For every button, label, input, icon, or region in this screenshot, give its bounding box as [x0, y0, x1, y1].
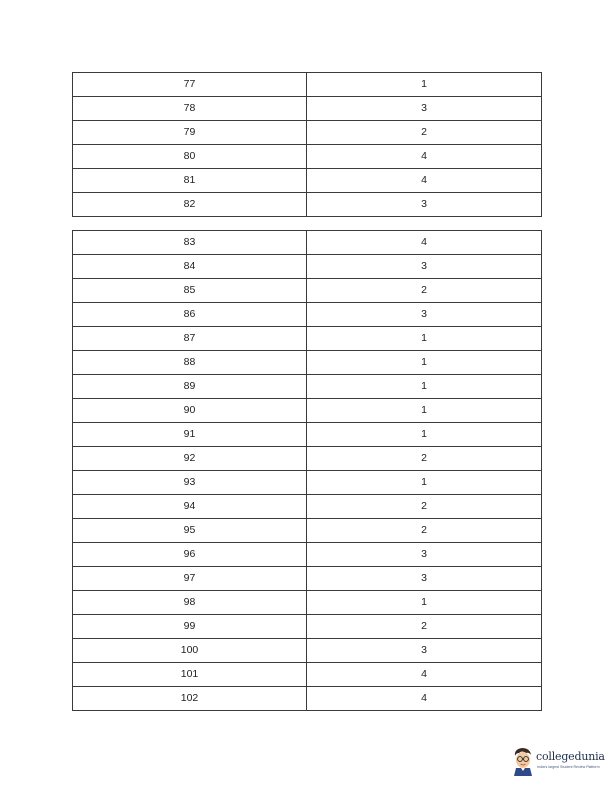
question-number-cell: 83 [73, 231, 307, 255]
table-row [73, 279, 542, 303]
question-number-cell: 87 [73, 327, 307, 351]
table-row [73, 97, 542, 121]
answer-cell: 4 [307, 169, 542, 193]
answer-key-table-1 [72, 72, 542, 217]
answer-cell: 1 [307, 471, 542, 495]
question-number-cell: 92 [73, 447, 307, 471]
question-number-cell: 91 [73, 423, 307, 447]
table-row [73, 351, 542, 375]
table-row [73, 663, 542, 687]
table-row [73, 399, 542, 423]
answer-cell: 2 [307, 615, 542, 639]
answer-cell: 3 [307, 303, 542, 327]
question-number-cell: 98 [73, 591, 307, 615]
question-number-cell: 77 [73, 73, 307, 97]
answer-cell: 3 [307, 567, 542, 591]
answer-cell: 3 [307, 255, 542, 279]
table-row [73, 447, 542, 471]
answer-cell: 1 [307, 399, 542, 423]
question-number-cell: 94 [73, 495, 307, 519]
mascot-icon [510, 746, 536, 776]
table-row [73, 303, 542, 327]
question-number-cell: 86 [73, 303, 307, 327]
answer-cell: 2 [307, 447, 542, 471]
table-row [73, 193, 542, 217]
answer-cell: 3 [307, 543, 542, 567]
question-number-cell: 89 [73, 375, 307, 399]
question-number-cell: 96 [73, 543, 307, 567]
answer-cell: 4 [307, 145, 542, 169]
answer-cell: 1 [307, 591, 542, 615]
question-number-cell: 95 [73, 519, 307, 543]
answer-cell: 3 [307, 193, 542, 217]
brand-name: collegedunia [536, 750, 605, 763]
answer-cell: 1 [307, 423, 542, 447]
table-row [73, 255, 542, 279]
brand-tagline: India's largest Student Review Platform [537, 765, 600, 769]
answer-key-table-2 [72, 230, 542, 711]
answer-cell: 4 [307, 687, 542, 711]
brand-logo [510, 746, 606, 778]
answer-cell: 3 [307, 97, 542, 121]
table-row [73, 73, 542, 97]
answer-cell: 1 [307, 73, 542, 97]
table-row [73, 639, 542, 663]
answer-cell: 4 [307, 663, 542, 687]
table-row [73, 687, 542, 711]
question-number-cell: 80 [73, 145, 307, 169]
answer-cell: 1 [307, 375, 542, 399]
table-row [73, 145, 542, 169]
table-row [73, 327, 542, 351]
table-row [73, 423, 542, 447]
table-row [73, 495, 542, 519]
answer-cell: 2 [307, 519, 542, 543]
question-number-cell: 88 [73, 351, 307, 375]
table-row [73, 231, 542, 255]
question-number-cell: 79 [73, 121, 307, 145]
table-row [73, 375, 542, 399]
table-row [73, 169, 542, 193]
answer-cell: 3 [307, 639, 542, 663]
question-number-cell: 81 [73, 169, 307, 193]
question-number-cell: 82 [73, 193, 307, 217]
question-number-cell: 90 [73, 399, 307, 423]
answer-cell: 2 [307, 495, 542, 519]
table-row [73, 567, 542, 591]
answer-cell: 4 [307, 231, 542, 255]
table-row [73, 519, 542, 543]
question-number-cell: 93 [73, 471, 307, 495]
question-number-cell: 97 [73, 567, 307, 591]
question-number-cell: 84 [73, 255, 307, 279]
question-number-cell: 99 [73, 615, 307, 639]
table-row [73, 615, 542, 639]
table-row [73, 471, 542, 495]
answer-cell: 2 [307, 121, 542, 145]
question-number-cell: 102 [73, 687, 307, 711]
question-number-cell: 101 [73, 663, 307, 687]
answer-cell: 1 [307, 351, 542, 375]
answer-cell: 1 [307, 327, 542, 351]
question-number-cell: 100 [73, 639, 307, 663]
question-number-cell: 85 [73, 279, 307, 303]
table-row [73, 121, 542, 145]
answer-cell: 2 [307, 279, 542, 303]
table-row [73, 591, 542, 615]
table-row [73, 543, 542, 567]
question-number-cell: 78 [73, 97, 307, 121]
